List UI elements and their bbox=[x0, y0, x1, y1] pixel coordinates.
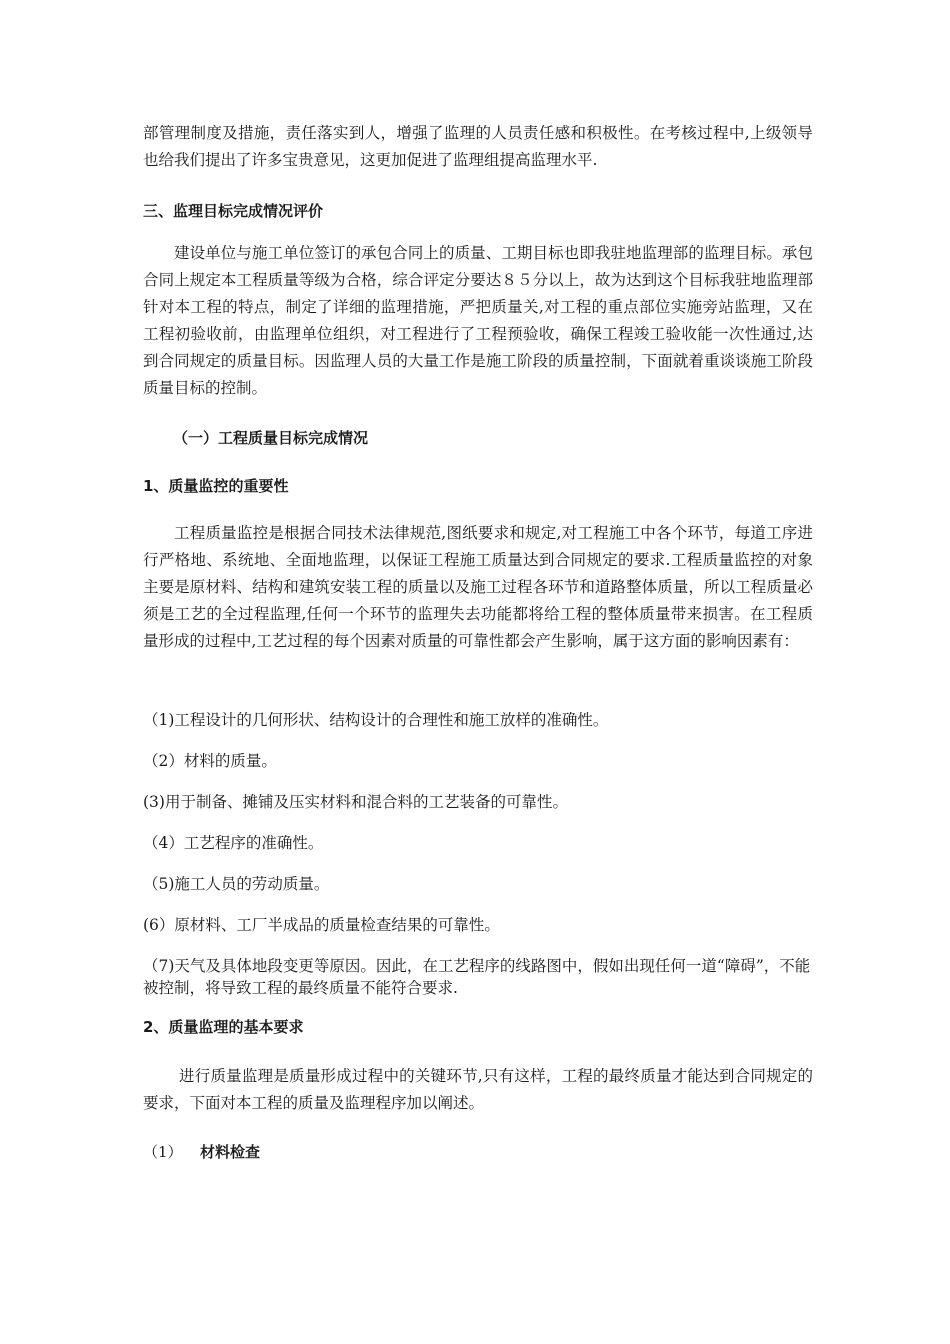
item-2-paragraph: 进行质量监理是质量形成过程中的关键环节,只有这样，工程的最终质量才能达到合同规定的要求，下面对本工程的质量及监理程序加以阐述。 bbox=[143, 1067, 813, 1112]
factor-item-7: （7)天气及具体地段变更等原因。因此，在工艺程序的线路图中，假如出现任何一道“障碍”，不能被控制，将导致工程的最终质量不能符合要求. bbox=[143, 957, 811, 997]
factor-item-5: （5)施工人员的劳动质量。 bbox=[143, 875, 330, 893]
factor-item-4: （4）工艺程序的准确性。 bbox=[143, 834, 324, 852]
factor-item-1: （1)工程设计的几何形状、结构设计的合理性和施工放样的准确性。 bbox=[143, 711, 609, 729]
section-heading-3: 三、监理目标完成情况评价 bbox=[143, 202, 324, 220]
section-3-paragraph: 建设单位与施工单位签订的承包合同上的质量、工期目标也即我驻地监理部的监理目标。承包合同上规定本工程质量等级为合格，综合评定分要达８５分以上，故为达到这个目标我驻地监理部针对本工程的特点，制定了详细的监理措施，严把质量关,对工程的重点部位实施旁站监理，又在工程初验收前，由监理单位组织，对工程进行了工程预验收，确保工程竣工验收能一次性通过,达到合同规定的质量目标。因监理人员的大量工作是施工阶段的质量控制，下面就着重谈谈施工阶段质量目标的控制。 bbox=[143, 244, 813, 397]
material-check-number: （1） bbox=[143, 1143, 183, 1161]
factor-item-6: (6）原材料、工厂半成品的质量检查结果的可靠性。 bbox=[143, 916, 500, 934]
factor-item-3: (3)用于制备、摊铺及压实材料和混合料的工艺装备的可靠性。 bbox=[143, 793, 568, 811]
subsection-heading-1: （一）工程质量目标完成情况 bbox=[173, 429, 369, 447]
material-check-heading: 材料检查 bbox=[200, 1143, 261, 1161]
factor-item-2: （2）材料的质量。 bbox=[143, 752, 277, 770]
intro-paragraph: 部管理制度及措施，责任落实到人，增强了监理的人员责任感和积极性。在考核过程中,上级领导也给我们提出了许多宝贵意见，这更加促进了监理组提高监理水平. bbox=[143, 124, 813, 169]
item-1-paragraph: 工程质量监控是根据合同技术法律规范,图纸要求和规定,对工程施工中各个环节，每道工序进行严格地、系统地、全面地监理，以保证工程施工质量达到合同规定的要求.工程质量监控的对象主要是原材料、结构和建筑安装工程的质量以及施工过程各环节和道路整体质量，所以工程质量必须是工艺的全过程监理,任何一个环节的监理失去功能都将给工程的整体质量带来损害。在工程质量形成的过程中,工艺过程的每个因素对质量的可靠性都会产生影响，属于这方面的影响因素有： bbox=[143, 524, 813, 650]
item-heading-1: 1、质量监控的重要性 bbox=[143, 477, 289, 495]
item-heading-2: 2、质量监理的基本要求 bbox=[143, 1018, 304, 1036]
